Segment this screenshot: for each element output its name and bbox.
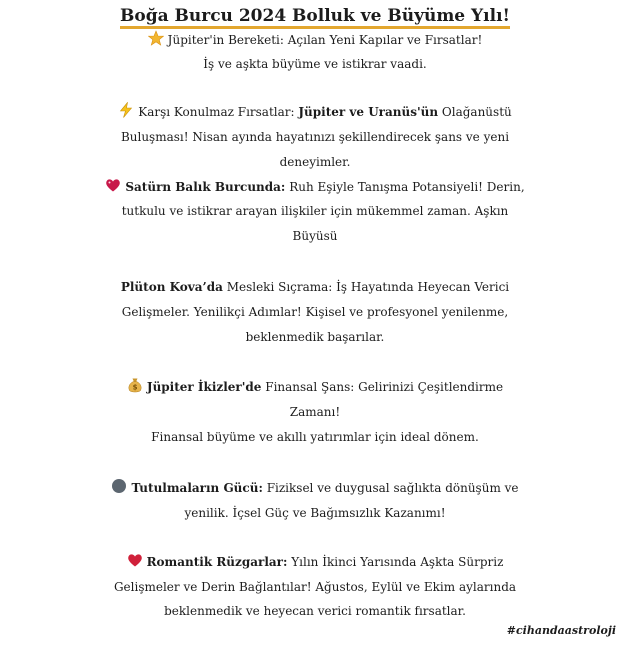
hashtag: #cihandaastroloji: [506, 624, 616, 637]
saturn-line-2: tutkulu ve istikrar arayan ilişkiler için mükemmel zaman. Aşkın: [121, 204, 509, 218]
page-title: Boğa Burcu 2024 Bolluk ve Büyüme Yılı!: [0, 5, 630, 27]
uranus-line-2: Buluşması! Nisan ayında hayatınızı şekillendirecek şans ve yeni: [120, 130, 510, 144]
gemini-line-1: $ Jüpiter İkizler'de Finansal Şans: Gelirinizi Çeşitlendirme: [0, 376, 630, 399]
sparkling-heart-icon: [105, 177, 121, 193]
romance-line-1: Romantik Rüzgarlar: Yılın İkinci Yarısında Aşkta Sürpriz: [0, 551, 630, 574]
uranus-line-3: deneyimler.: [279, 155, 351, 169]
pluto-line-1: Plüton Kova’da Mesleki Sıçrama: İş Hayatında Heyecan Verici: [120, 280, 510, 294]
eclipse-line-2: yenilik. İçsel Güç ve Bağımsızlık Kazanımı!: [184, 506, 446, 520]
jupiter-heading-line: Jüpiter'in Bereketi: Açılan Yeni Kapılar ve Fırsatlar!: [0, 29, 630, 52]
saturn-line-3: Büyüsü: [292, 229, 338, 243]
money-bag-icon: [127, 377, 143, 393]
gemini-line-2: Zamanı!: [289, 405, 341, 419]
eclipse-line-1: Tutulmaların Gücü: Fiziksel ve duygusal sağlıkta dönüşüm ve: [0, 477, 630, 500]
red-heart-icon: [127, 552, 143, 568]
dark-circle-icon: [111, 478, 127, 494]
svg-text:$: $: [132, 383, 138, 392]
saturn-line-1: Satürn Balık Burcunda: Ruh Eşiyle Tanışma Potansiyeli! Derin,: [0, 176, 630, 199]
gemini-line-3: Finansal büyüme ve akıllı yatırımlar için ideal dönem.: [151, 430, 479, 444]
pluto-line-2: Gelişmeler. Yenilikçi Adımlar! Kişisel ve profesyonel yenilenme,: [121, 305, 509, 319]
jupiter-text-line: İş ve aşkta büyüme ve istikrar vaadi.: [203, 57, 427, 71]
pluto-line-3: beklenmedik başarılar.: [245, 330, 385, 344]
star-icon: [148, 30, 164, 46]
romance-line-3: beklenmedik ve heyecan verici romantik fırsatlar.: [164, 604, 466, 618]
romance-line-2: Gelişmeler ve Derin Bağlantılar! Ağustos, Eylül ve Ekim aylarında: [113, 580, 517, 594]
uranus-line-1: Karşı Konulmaz Fırsatlar: Jüpiter ve Uranüs'ün Olağanüstü: [0, 101, 630, 124]
lightning-icon: [118, 102, 134, 118]
